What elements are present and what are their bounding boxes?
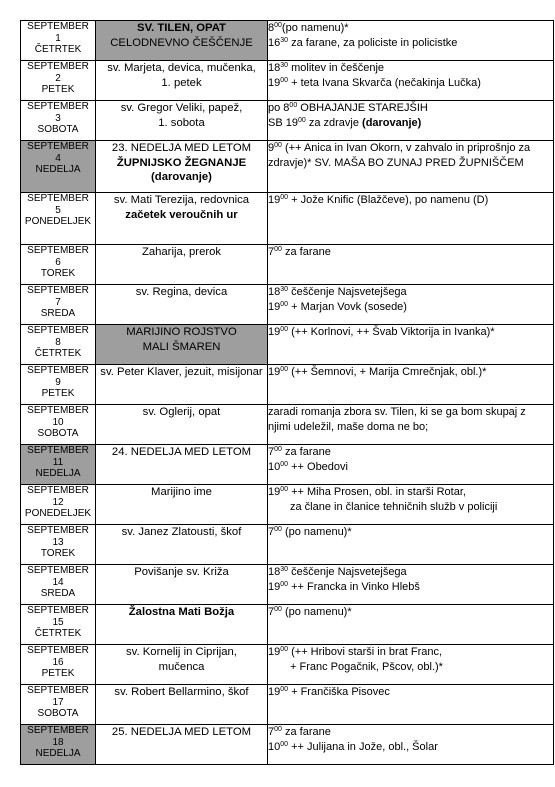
day-number: 16: [52, 656, 64, 668]
feast-cell: [96, 525, 268, 565]
mass-text: za farane, za policiste in policistke: [288, 36, 458, 49]
feast-line: začetek veroučnih ur: [125, 208, 238, 221]
mass-text: za zdravje: [305, 116, 363, 129]
month-label: SEPTEMBER: [27, 725, 89, 736]
feast-line: ŽUPNIJSKO ŽEGNANJE: [116, 156, 247, 169]
date-cell: [21, 485, 96, 525]
mass-cell: [268, 485, 554, 525]
schedule-row: [21, 525, 554, 565]
mass-prefix: SB: [268, 116, 286, 129]
feast-cell: [96, 245, 268, 285]
mass-text: + Frančiška Pisovec: [288, 686, 390, 698]
weekday-label: SOBOTA: [37, 124, 79, 136]
feast-cell: [96, 645, 268, 685]
mass-text: (++ Šemnovi, + Marija Cmrečnjak, obl.)*: [288, 366, 487, 378]
feast-line: (darovanje): [151, 171, 212, 183]
month-label: SEPTEMBER: [27, 645, 89, 656]
mass-line: [268, 156, 553, 171]
feast-line: sv. Regina, devica: [135, 286, 228, 298]
schedule-row: [21, 565, 554, 605]
date-cell: [21, 605, 96, 645]
mass-line: [268, 300, 553, 315]
mass-text: + Marjan Vovk (sosede): [288, 300, 407, 313]
mass-hour: 19: [268, 76, 281, 89]
mass-line: [268, 565, 553, 580]
day-number: 2: [55, 72, 61, 84]
mass-line: [268, 61, 553, 76]
weekday-label: PONEDELJEK: [24, 216, 92, 228]
mass-text: češčenje Najsvetejšega: [288, 286, 407, 298]
month-label: SEPTEMBER: [27, 525, 89, 536]
mass-minute: 00: [274, 606, 282, 613]
mass-text: ++ Obedovi: [288, 460, 348, 473]
mass-minute: 30: [280, 36, 289, 44]
weekday-label: SREDA: [40, 308, 76, 320]
feast-line: sv. Peter Klaver, jezuit, misijonar: [100, 366, 263, 378]
schedule-row: [21, 445, 554, 485]
mass-line: [268, 445, 553, 460]
feast-line: Povišanje sv. Križa: [134, 566, 229, 578]
mass-line: [268, 405, 553, 420]
month-label: SEPTEMBER: [27, 193, 89, 204]
mass-hour: 16: [268, 36, 281, 49]
mass-text: molitev in češčenje: [288, 62, 385, 74]
feast-line: Žalostna Mati Božja: [128, 606, 235, 618]
mass-hour: 7: [268, 606, 275, 618]
date-cell: [21, 61, 96, 101]
mass-hour: 19: [268, 686, 281, 698]
mass-cell: [268, 525, 554, 565]
mass-cell: [268, 141, 554, 193]
feast-cell: [96, 101, 268, 141]
mass-cell: [268, 725, 554, 765]
weekday-label: NEDELJA: [35, 164, 81, 176]
schedule-row: [21, 645, 554, 685]
feast-line: Marijino ime: [151, 486, 212, 498]
feast-line: 23. NEDELJA MED LETOM: [111, 142, 252, 154]
mass-hour: 18: [268, 286, 281, 298]
feast-cell: [96, 445, 268, 485]
mass-minute: 30: [280, 566, 289, 573]
month-label: SEPTEMBER: [27, 21, 89, 32]
mass-hour: 19: [268, 366, 281, 378]
mass-hour: 8: [283, 102, 290, 114]
weekday-label: PONEDELJEK: [24, 508, 92, 520]
feast-line: sv. Gregor Veliki, papež,: [120, 102, 243, 114]
mass-minute: 00: [289, 102, 298, 109]
mass-text: za farane: [281, 726, 331, 738]
feast-line: sv. Oglerij, opat: [142, 406, 221, 418]
schedule-row: [21, 101, 554, 141]
mass-text: zaradi romanja zbora sv. Tilen, ki se ga bom skupaj z: [268, 406, 526, 418]
mass-line: [268, 605, 553, 620]
schedule-body: [21, 21, 554, 765]
schedule-row: [21, 141, 554, 193]
schedule-row: [21, 285, 554, 325]
mass-minute: 30: [280, 286, 289, 293]
mass-hour: 19: [268, 300, 281, 313]
date-cell: [21, 405, 96, 445]
mass-line: [268, 193, 553, 208]
weekday-label: TOREK: [40, 548, 76, 560]
mass-line: [268, 525, 553, 540]
mass-minute: 00: [274, 246, 282, 253]
feast-cell: [96, 485, 268, 525]
date-cell: [21, 725, 96, 765]
mass-minute: 00: [280, 686, 289, 693]
schedule-row: [21, 605, 554, 645]
mass-line: [268, 725, 553, 740]
schedule-row: [21, 365, 554, 405]
weekday-label: NEDELJA: [35, 468, 81, 480]
feast-line: sv. Marjeta, devica, mučenka,: [107, 62, 256, 74]
date-cell: [21, 21, 96, 61]
feast-line: SV. TILEN, OPAT: [137, 22, 226, 34]
mass-text: (po namenu)*: [281, 526, 352, 538]
mass-text: ++ Francka in Vinko Hlebš: [288, 580, 420, 593]
mass-text-bold: (darovanje): [362, 116, 422, 129]
mass-hour: 18: [268, 62, 281, 74]
mass-hour: 8: [268, 22, 275, 34]
mass-minute: 00: [280, 486, 289, 493]
day-number: 4: [55, 152, 61, 164]
schedule-row: [21, 685, 554, 725]
mass-line: [268, 740, 553, 755]
mass-text: za farane: [281, 446, 331, 458]
schedule-row: [21, 61, 554, 101]
mass-hour: 19: [268, 194, 281, 206]
feast-line: 1. sobota: [158, 116, 205, 129]
mass-cell: [268, 445, 554, 485]
schedule-row: [21, 485, 554, 525]
feast-cell: [96, 405, 268, 445]
mass-text: za farane: [281, 246, 331, 258]
mass-text: (++ Hribovi starši in brat Franc,: [288, 646, 443, 658]
date-cell: [21, 445, 96, 485]
mass-hour: 19: [268, 486, 281, 498]
mass-hour: 10: [268, 740, 281, 753]
weekday-label: NEDELJA: [35, 748, 81, 760]
feast-cell: [96, 365, 268, 405]
mass-text: njimi udeležil, maše doma ne bo;: [268, 420, 429, 433]
mass-line: [268, 580, 553, 595]
day-number: 11: [52, 456, 64, 468]
mass-minute: 00: [280, 326, 289, 333]
mass-line: [268, 36, 553, 51]
day-number: 3: [55, 112, 61, 124]
mass-cell: [268, 285, 554, 325]
weekday-label: PETEK: [41, 668, 75, 680]
month-label: SEPTEMBER: [27, 565, 89, 576]
date-cell: [21, 565, 96, 605]
feast-line: 24. NEDELJA MED LETOM: [111, 446, 252, 458]
day-number: 7: [55, 296, 61, 308]
mass-cell: [268, 61, 554, 101]
month-label: SEPTEMBER: [27, 365, 89, 376]
mass-cell: [268, 365, 554, 405]
mass-schedule-table: [20, 20, 554, 765]
schedule-row: [21, 405, 554, 445]
feast-line: 1. petek: [161, 76, 202, 89]
mass-text: (po namenu)*: [281, 606, 352, 618]
day-number: 14: [52, 576, 64, 588]
date-cell: [21, 285, 96, 325]
mass-line: [268, 660, 553, 675]
day-number: 17: [52, 696, 64, 708]
mass-cell: [268, 101, 554, 141]
weekday-label: PETEK: [41, 84, 75, 96]
feast-line: sv. Mati Terezija, redovnica: [113, 194, 250, 206]
mass-minute: 00: [274, 142, 282, 149]
feast-cell: [96, 141, 268, 193]
mass-minute: 00: [280, 366, 289, 373]
mass-minute: 00: [280, 76, 289, 84]
date-cell: [21, 645, 96, 685]
month-label: SEPTEMBER: [27, 405, 89, 416]
mass-hour: 19: [268, 646, 281, 658]
date-cell: [21, 325, 96, 365]
mass-cell: [268, 245, 554, 285]
month-label: SEPTEMBER: [27, 285, 89, 296]
date-cell: [21, 141, 96, 193]
weekday-label: ČETRTEK: [34, 44, 82, 56]
mass-line: [268, 116, 553, 131]
month-label: SEPTEMBER: [27, 101, 89, 112]
day-number: 10: [52, 416, 64, 428]
schedule-row: [21, 325, 554, 365]
mass-cell: [268, 325, 554, 365]
mass-hour: 9: [268, 142, 275, 154]
mass-line: [268, 21, 553, 36]
mass-hour: 19: [268, 326, 281, 338]
weekday-label: ČETRTEK: [34, 348, 82, 360]
feast-line: CELODNEVNO ČEŠČENJE: [110, 36, 253, 49]
month-label: SEPTEMBER: [27, 325, 89, 336]
month-label: SEPTEMBER: [27, 485, 89, 496]
mass-text: + teta Ivana Skvarča (nečakinja Lučka): [288, 76, 481, 89]
feast-cell: [96, 285, 268, 325]
feast-cell: [96, 605, 268, 645]
mass-hour: 7: [268, 246, 275, 258]
mass-hour: 7: [268, 726, 275, 738]
mass-minute: 00: [274, 446, 282, 453]
mass-hour: 18: [268, 566, 281, 578]
feast-line: mučenca: [158, 660, 205, 673]
month-label: SEPTEMBER: [27, 245, 89, 256]
mass-hour: 19: [268, 580, 281, 593]
day-number: 12: [52, 496, 64, 508]
mass-line: [268, 285, 553, 300]
date-cell: [21, 525, 96, 565]
date-cell: [21, 193, 96, 245]
mass-cell: [268, 685, 554, 725]
mass-line: [268, 485, 553, 500]
mass-cell: [268, 565, 554, 605]
mass-line: [268, 645, 553, 660]
mass-text: ++ Julijana in Jože, obl., Šolar: [288, 740, 438, 753]
mass-minute: 00: [274, 726, 282, 733]
feast-line: sv. Robert Bellarmino, škof: [114, 686, 249, 698]
date-cell: [21, 245, 96, 285]
mass-minute: 00: [280, 194, 289, 201]
weekday-label: ČETRTEK: [34, 628, 82, 640]
mass-minute: 00: [280, 580, 289, 588]
mass-cell: [268, 21, 554, 61]
feast-line: sv. Kornelij in Ciprijan,: [126, 646, 237, 658]
schedule-row: [21, 21, 554, 61]
mass-text: (++ Korlnovi, ++ Švab Viktorija in Ivanka)*: [288, 326, 495, 338]
feast-cell: [96, 193, 268, 245]
mass-cell: [268, 605, 554, 645]
mass-prefix: po: [268, 102, 284, 114]
day-number: 13: [52, 536, 64, 548]
mass-text: za člane in članice tehničnih služb v policiji: [290, 500, 498, 513]
mass-minute: 00: [280, 300, 289, 308]
mass-line: [268, 101, 553, 116]
feast-cell: [96, 325, 268, 365]
mass-hour: 7: [268, 446, 275, 458]
mass-text: češčenje Najsvetejšega: [288, 566, 407, 578]
day-number: 9: [55, 376, 61, 388]
mass-line: [268, 500, 553, 515]
mass-text: + Franc Pogačnik, Pšcov, obl.)*: [290, 660, 443, 673]
month-label: SEPTEMBER: [27, 685, 89, 696]
day-number: 6: [55, 256, 61, 268]
mass-cell: [268, 645, 554, 685]
day-number: 1: [55, 32, 61, 44]
feast-cell: [96, 565, 268, 605]
date-cell: [21, 685, 96, 725]
mass-line: [268, 325, 553, 340]
mass-text: + Jože Knific (Blažčeve), po namenu (D): [288, 194, 489, 206]
mass-line: [268, 76, 553, 91]
feast-line: MALI ŠMAREN: [142, 340, 221, 353]
feast-line: MARIJINO ROJSTVO: [126, 326, 237, 338]
schedule-row: [21, 725, 554, 765]
mass-minute: 00: [280, 460, 289, 468]
feast-cell: [96, 21, 268, 61]
feast-cell: [96, 61, 268, 101]
weekday-label: SREDA: [40, 588, 76, 600]
mass-line: [268, 460, 553, 475]
mass-cell: [268, 405, 554, 445]
mass-line: [268, 141, 553, 156]
month-label: SEPTEMBER: [27, 445, 89, 456]
month-label: SEPTEMBER: [27, 61, 89, 72]
weekday-label: SOBOTA: [37, 428, 79, 440]
mass-hour: 10: [268, 460, 281, 473]
mass-minute: 30: [280, 62, 289, 69]
mass-cell: [268, 193, 554, 245]
mass-text: OBHAJANJE STAREJŠIH: [297, 102, 428, 114]
weekday-label: TOREK: [40, 268, 76, 280]
mass-text: zdravje)* SV. MAŠA BO ZUNAJ PRED ŽUPNIŠČEM: [268, 156, 524, 169]
mass-hour: 7: [268, 526, 275, 538]
feast-line: 25. NEDELJA MED LETOM: [111, 726, 252, 738]
feast-line: Zaharija, prerok: [141, 246, 222, 258]
mass-hour: 19: [285, 116, 298, 129]
feast-cell: [96, 725, 268, 765]
mass-minute: 00: [274, 526, 282, 533]
mass-line: [268, 245, 553, 260]
mass-text: (++ Anica in Ivan Okorn, v zahvalo in priprošnjo za: [281, 142, 531, 154]
mass-minute: 00: [274, 22, 282, 29]
mass-text: ++ Miha Prosen, obl. in starši Rotar,: [288, 486, 466, 498]
mass-line: [268, 685, 553, 700]
mass-line: [268, 420, 553, 435]
day-number: 15: [52, 616, 64, 628]
weekday-label: SOBOTA: [37, 708, 79, 720]
month-label: SEPTEMBER: [27, 141, 89, 152]
date-cell: [21, 365, 96, 405]
month-label: SEPTEMBER: [27, 605, 89, 616]
mass-line: [268, 365, 553, 380]
mass-minute: 00: [280, 646, 289, 653]
feast-line: sv. Janez Zlatousti, škof: [121, 526, 242, 538]
day-number: 18: [52, 736, 64, 748]
day-number: 5: [55, 204, 61, 216]
day-number: 8: [55, 336, 61, 348]
mass-minute: 00: [280, 740, 289, 748]
mass-text: (po namenu)*: [281, 22, 349, 34]
date-cell: [21, 101, 96, 141]
weekday-label: PETEK: [41, 388, 75, 400]
schedule-row: [21, 245, 554, 285]
feast-cell: [96, 685, 268, 725]
mass-minute: 00: [297, 116, 306, 124]
schedule-row: [21, 193, 554, 245]
